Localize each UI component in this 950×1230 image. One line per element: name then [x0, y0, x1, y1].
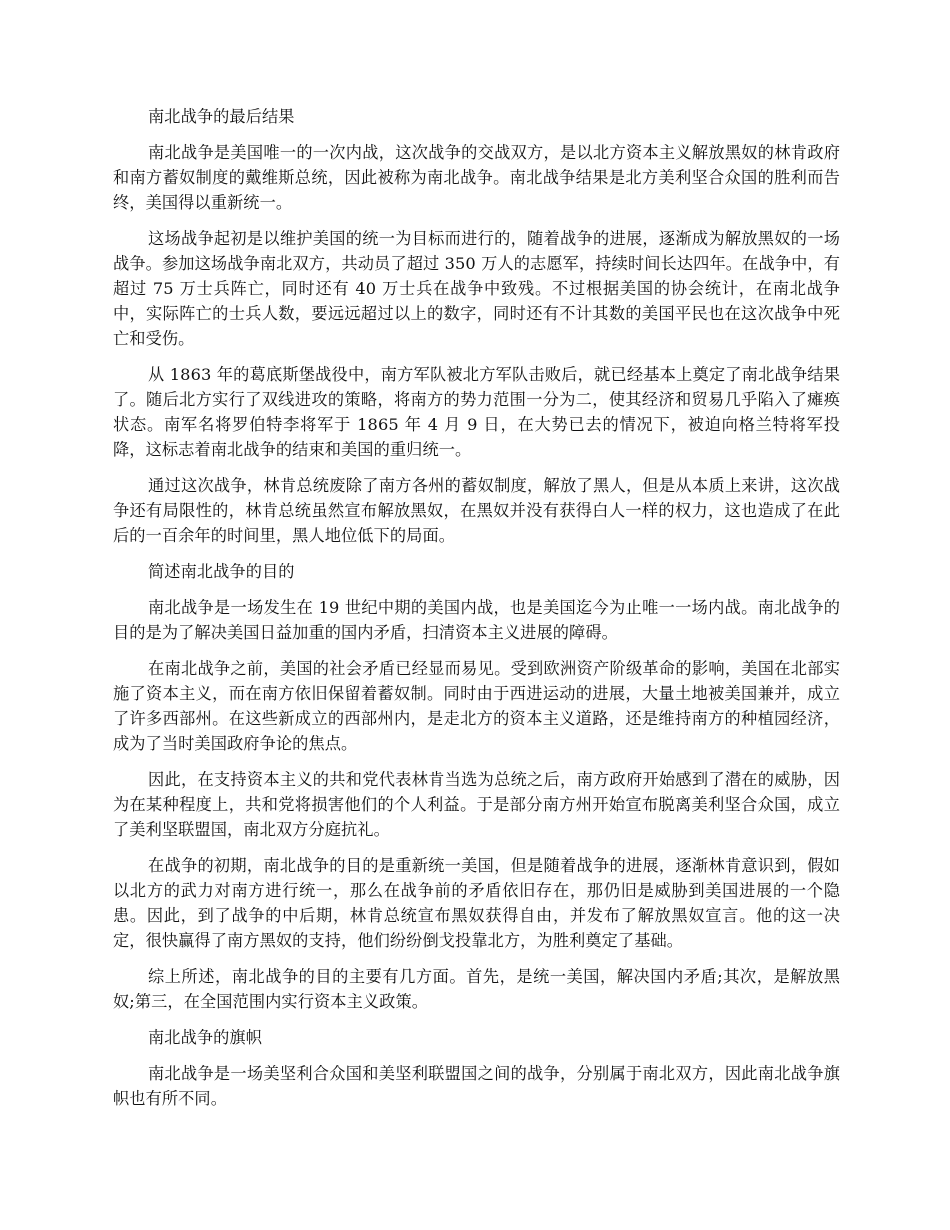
paragraph: 因此，在支持资本主义的共和党代表林肯当选为总统之后，南方政府开始感到了潜在的威胁，因为在某种程度上，共和党将损害他们的个人利益。于是部分南方州开始宣布脱离美利坚合众国，成立了美利坚联盟国，南北双方分庭抗礼。 — [113, 770, 840, 839]
paragraph: 南北战争是一场发生在 19 世纪中期的美国内战，也是美国迄今为止唯一一场内战。南北战争的目的是为了解决美国日益加重的国内矛盾，扫清资本主义进展的障碍。 — [113, 598, 840, 642]
paragraph: 综上所述，南北战争的目的主要有几方面。首先，是统一美国，解决国内矛盾;其次，是解放黑奴;第三，在全国范围内实行资本主义政策。 — [113, 967, 840, 1011]
paragraph: 南北战争是美国唯一的一次内战，这次战争的交战双方，是以北方资本主义解放黑奴的林肯政府和南方蓄奴制度的戴维斯总统，因此被称为南北战争。南北战争结果是北方美利坚合众国的胜利而告终，美国得以重新统一。 — [113, 143, 840, 212]
paragraph: 在南北战争之前，美国的社会矛盾已经显而易见。受到欧洲资产阶级革命的影响，美国在北部实施了资本主义，而在南方依旧保留着蓄奴制。同时由于西进运动的进展，大量土地被美国兼并，成立了许多西部州。在这些新成立的西部州内，是走北方的资本主义道路，还是维持南方的种植园经济，成为了当时美国政府争论的焦点。 — [113, 659, 840, 753]
paragraph: 南北战争是一场美坚利合众国和美坚利联盟国之间的战争，分别属于南北双方，因此南北战争旗帜也有所不同。 — [113, 1064, 840, 1108]
paragraph: 在战争的初期，南北战争的目的是重新统一美国，但是随着战争的进展，逐渐林肯意识到，假如以北方的武力对南方进行统一，那么在战争前的矛盾依旧存在，那仍旧是威胁到美国进展的一个隐患。因此，到了战争的中后期，林肯总统宣布黑奴获得自由，并发布了解放黑奴宣言。他的这一决定，很快赢得了南方黑奴的支持，他们纷纷倒戈投靠北方，为胜利奠定了基础。 — [113, 856, 840, 950]
paragraph: 通过这次战争，林肯总统废除了南方各州的蓄奴制度，解放了黑人，但是从本质上来讲，这次战争还有局限性的，林肯总统虽然宣布解放黑奴，在黑奴并没有获得白人一样的权力，这也造成了在此后的一百余年的时间里，黑人地位低下的局面。 — [113, 476, 840, 545]
paragraph: 从 1863 年的葛底斯堡战役中，南方军队被北方军队击败后，就已经基本上奠定了南北战争结果了。随后北方实行了双线进攻的策略，将南方的势力范围一分为二，使其经济和贸易几乎陷入了瘫痪状态。南军名将罗伯特李将军于 1865 年 4 月 9 日，在大势已去的情况下，被迫向格兰特将军投降，这标志着南北战争的结束和美国的重归统一。 — [113, 365, 840, 459]
section-heading-war-purpose: 简述南北战争的目的 — [148, 562, 295, 581]
section-heading-war-flags: 南北战争的旗帜 — [148, 1028, 263, 1047]
document-page — [113, 104, 840, 1122]
paragraph: 这场战争起初是以维护美国的统一为目标而进行的，随着战争的进展，逐渐成为解放黑奴的一场战争。参加这场战争南北双方，共动员了超过 350 万人的志愿军，持续时间长达四年。在战争中，有超过 75 万士兵阵亡，同时还有 40 万士兵在战争中致残。不过根据美国的协会统计，在南北战争中，实际阵亡的士兵人数，要远远超过以上的数字，同时还有不计其数的美国平民也在这次战争中死亡和受伤。 — [113, 229, 840, 348]
section-heading-final-result: 南北战争的最后结果 — [148, 107, 295, 126]
